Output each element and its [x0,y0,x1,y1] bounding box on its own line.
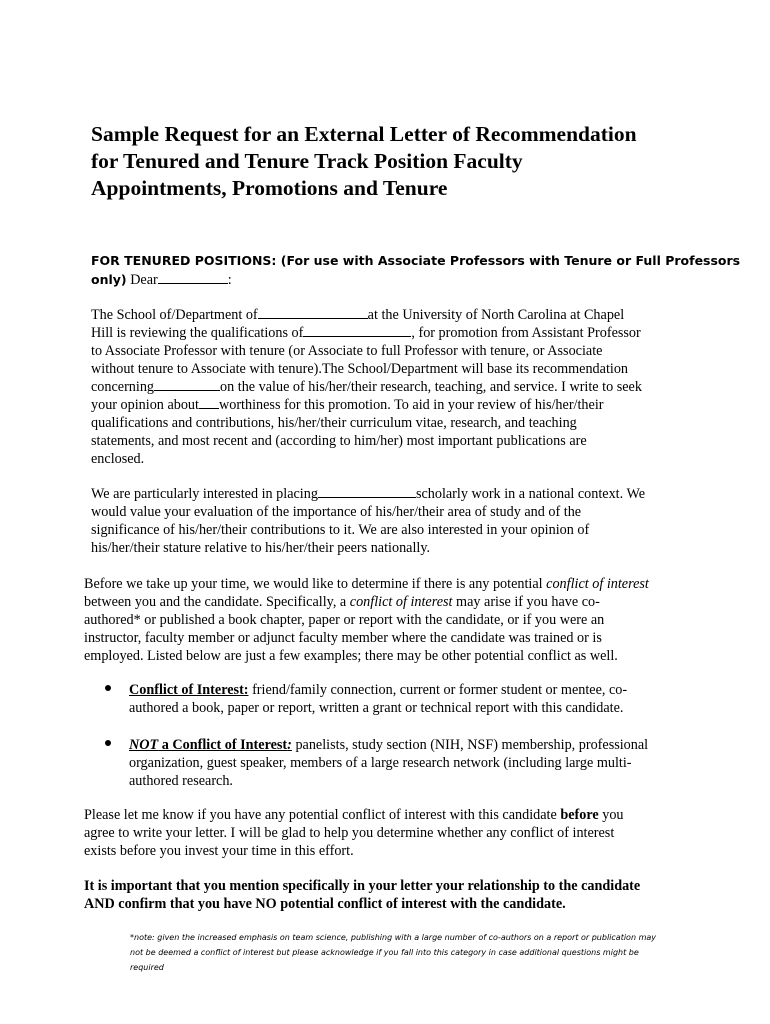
blank-department [258,306,368,319]
emphasis-text: before [560,807,599,823]
paragraph-line: without tenure to Associate with tenure).The School/Department will base its recommendation [91,361,629,377]
text-segment: may arise if you have co- [452,594,600,610]
bullet-dot-icon [105,685,111,691]
text-segment: between you and the candidate. Specifically, a [84,594,350,610]
paragraph-line: his/her/their stature relative to his/her/their peers nationally. [91,540,431,556]
emphasis-text: conflict of interest [546,576,649,592]
list-line: organization, guest speaker, members of a large research network (including large multi- [129,755,632,771]
bullet-dot-icon [105,740,111,746]
paragraph-line: enclosed. [91,451,145,467]
text-segment: you [598,807,624,823]
list-line: authored research. [129,773,233,789]
title-line: Appointments, Promotions and Tenure [91,176,448,200]
paragraph-line [91,396,642,414]
text-segment: worthiness for this promotion. To aid in your review of his/her/their [218,397,604,413]
list-item-text [129,681,627,717]
heading-line: FOR TENURED POSITIONS: (For use with Associate Professors with Tenure or Full Professors [91,253,741,268]
paragraph-line: employed. Listed below are just a few examples; there may be other potential conflict as well. [84,648,618,664]
blank-name [158,271,228,284]
text-segment: Please let me know if you have any potential conflict of interest with this candidate [84,807,561,823]
paragraph-line [91,485,645,503]
text-segment: concerning [91,379,155,395]
text-segment: panelists, study section (NIH, NSF) membership, professional [291,737,649,753]
title-line: Sample Request for an External Letter of Recommendation [91,122,637,146]
paragraph-line [84,593,649,611]
paragraph-line [84,806,624,824]
list-item-colon: : [287,737,292,753]
blank-concerning [154,378,220,391]
dear-salutation: Dear [126,272,158,288]
paragraph-important [84,877,640,913]
list-item-label-not: NOT [129,737,159,753]
heading-line-dear [91,270,711,289]
paragraph-line: to Associate Professor with tenure (or Associate to full Professor with tenure, or Associate [91,343,603,359]
text-segment: on the value of his/her/their research, teaching, and service. I write to seek [220,379,642,395]
paragraph-line: exists before you invest your time in this effort. [84,843,354,859]
text-segment: at the University of North Carolina at Chapel [367,307,625,323]
paragraph-line: authored* or published a book chapter, paper or report with the candidate, or if you were an [84,612,605,628]
text-segment: The School of/Department of [91,307,258,323]
footnote-line: required [130,963,164,972]
paragraph-line: It is important that you mention specifically in your letter your relationship to the candidate [84,878,641,894]
paragraph-line: agree to write your letter. I will be glad to help you determine whether any conflict of interest [84,825,615,841]
paragraph-line: statements, and most recent and (according to him/her) most important publications are [91,433,587,449]
footnote [130,930,690,975]
emphasis-text: conflict of interest [349,594,453,610]
list-item-label: a Conflict of Interest [158,737,288,753]
list-line [129,681,627,699]
text-segment: friend/family connection, current or former student or mentee, co- [248,682,628,698]
paragraph-let-me-know [84,806,624,860]
text-segment: Hill is reviewing the qualifications of [91,325,304,341]
paragraph-line [91,324,642,342]
paragraph-line: would value your evaluation of the importance of his/her/their area of study and of the [91,504,582,520]
colon: : [227,272,232,288]
title-line: for Tenured and Tenure Track Position Faculty [91,149,523,173]
footnote-line: *note: given the increased emphasis on team science, publishing with a large number of co-authors on a report or publication may [130,933,656,942]
paragraph-conflict-intro [84,575,649,665]
footnote-line: not be deemed a conflict of interest but please acknowledge if you fall into this category in case additional questions might be [130,948,639,957]
blank-candidate [303,324,411,337]
paragraph-line [84,575,649,593]
text-segment: your opinion about [91,397,199,413]
blank-about [199,396,219,409]
blank-placing [318,485,416,498]
paragraph-line: instructor, faculty member or adjunct faculty member where the candidate was trained or is [84,630,602,646]
tenured-positions-heading [91,251,741,289]
paragraph-line: AND confirm that you have NO potential conflict of interest with the candidate. [84,896,566,912]
paragraph-line [91,378,642,396]
paragraph-line: qualifications and contributions, his/her/their curriculum vitae, research, and teaching [91,415,577,431]
text-segment: Before we take up your time, we would like to determine if there is any potential [84,576,547,592]
list-line: authored a book, paper or report, written a grant or technical report with this candidate. [129,700,624,716]
paragraph-interest [91,485,645,557]
list-item-text [129,736,648,790]
text-segment: , for promotion from Assistant Professor [411,325,641,341]
document-title [91,121,711,202]
heading-only: only) [91,272,127,287]
text-segment: We are particularly interested in placing [91,486,318,502]
paragraph-review [91,306,642,468]
list-item-label: Conflict of Interest: [129,682,249,698]
text-segment: scholarly work in a national context. We [415,486,646,502]
paragraph-line [91,306,642,324]
paragraph-line: significance of his/her/their contributions to it. We are also interested in your opinion of [91,522,590,538]
list-line [129,736,648,754]
